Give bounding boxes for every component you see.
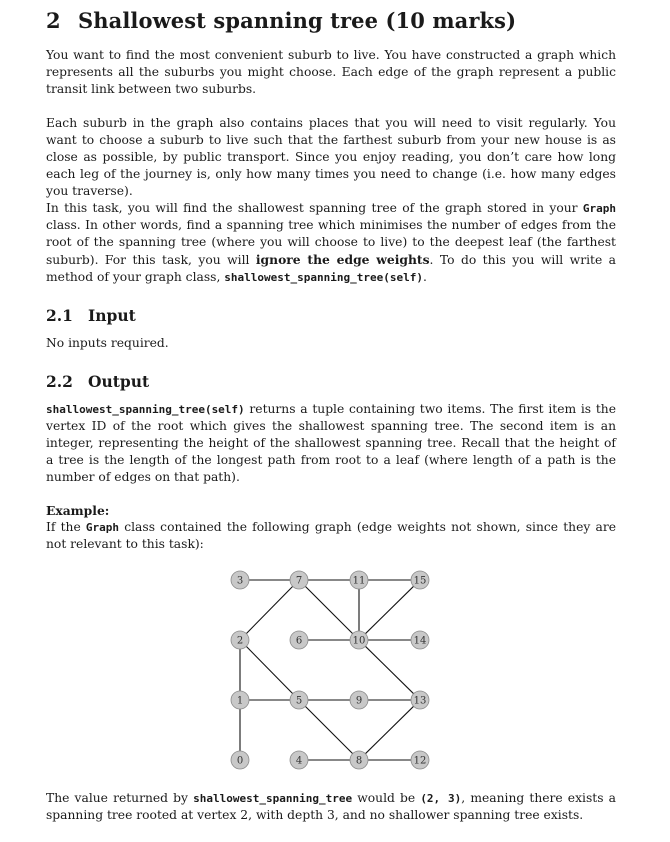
graph-node-label: 15 [413, 575, 427, 587]
graph-node-2 [231, 631, 249, 649]
graph-edge-15-10 [365, 586, 413, 633]
output-code: shallowest_spanning_tree(self) [46, 403, 245, 416]
p3-text-d: . [422, 270, 427, 284]
graph-node-5 [290, 691, 308, 709]
graph-edge-2-5 [246, 646, 292, 693]
intro-paragraph-2: Each suburb in the graph also contains places that you will need to visit regularly. You want to choose a suburb to live such that the farthest suburb from your new house is as close as possible, by public transport. Since you enjoy reading, you don’t care how long each leg of the journey is, only how many times you need to change (i.e. how many edges you traverse). [46, 116, 616, 198]
p3-code-graph: Graph [582, 202, 616, 215]
graph-node-9 [350, 691, 368, 709]
input-heading [46, 306, 136, 325]
p3-text-b: class. In other words, find a spanning tree which minimises the number of edges from the root of the spanning tree (where you will choose to live) to the deepest leaf (the farthest suburb). For this task, you will [46, 218, 616, 267]
output-text: returns a tuple containing two items. The first item is the vertex ID of the root which gives the shallowest spanning tree. The second item is an integer, representing the height of the shallowest spanning tree. Recall that the height of a tree is the length of the longest path from root to a leaf (where length of a path is the number of edges on that path). [46, 402, 616, 484]
graph-node-0 [231, 751, 249, 769]
graph-node-label: 1 [236, 695, 244, 707]
graph-node-label: 6 [295, 635, 303, 647]
graph-node-12 [411, 751, 429, 769]
graph-edge-8-13 [365, 706, 413, 753]
intro-paragraph-1: You want to find the most convenient suburb to live. You have constructed a graph which represents all the suburbs you might choose. Each edge of the graph represent a public transit link between two suburbs. [46, 48, 616, 96]
intro-paragraph-3 [46, 200, 616, 286]
section-number: 2 [46, 8, 61, 33]
conclusion-text-c: , meaning there exists a spanning tree rooted at vertex 2, with depth 3, and no shallower spanning tree exists. [46, 791, 616, 822]
graph-node-1 [231, 691, 249, 709]
input-number: 2.1 [46, 306, 73, 325]
conclusion-code-method: shallowest_spanning_tree [193, 792, 353, 805]
example-text-b: class contained the following graph (edge weights not shown, since they are not relevant to this task): [46, 520, 616, 551]
p3-bold-ignore: ignore the edge weights [255, 252, 430, 267]
input-text: No inputs required. [46, 336, 169, 350]
graph-node-label: 3 [236, 575, 244, 587]
output-number: 2.2 [46, 372, 73, 391]
graph-edge-7-2 [246, 586, 292, 633]
graph-edge-5-8 [305, 706, 352, 753]
graph-node-label: 9 [355, 695, 363, 707]
output-title: Output [88, 372, 150, 391]
graph-node-label: 0 [236, 755, 244, 767]
example-code-graph: Graph [85, 521, 120, 534]
graph-node-label: 7 [295, 575, 303, 587]
graph-node-13 [411, 691, 429, 709]
graph-node-label: 4 [295, 755, 303, 767]
graph-node-label: 2 [236, 635, 244, 647]
graph-edge-10-13 [365, 646, 413, 693]
graph-node-label: 14 [413, 635, 427, 647]
conclusion-text-b: would be [352, 791, 421, 805]
example-text-a: If the [46, 520, 86, 534]
graph-node-label: 5 [295, 695, 303, 707]
conclusion-paragraph [46, 790, 616, 824]
graph-node-11 [350, 571, 368, 589]
graph-node-7 [290, 571, 308, 589]
conclusion-text-a: The value returned by [46, 791, 194, 805]
p3-text-a: In this task, you will find the shallowest spanning tree of the graph stored in your [46, 201, 583, 215]
graph-node-4 [290, 751, 308, 769]
graph-node-3 [231, 571, 249, 589]
p3-code-method: shallowest_spanning_tree(self) [224, 271, 423, 284]
graph-node-label: 10 [352, 635, 366, 647]
graph-figure [224, 566, 446, 778]
example-text [46, 519, 616, 553]
p3-text-c: . To do this you will write a method of your graph class, [46, 253, 616, 284]
graph-edges [240, 580, 414, 760]
output-heading [46, 372, 149, 391]
graph-node-10 [350, 631, 368, 649]
graph-node-6 [290, 631, 308, 649]
graph-edge-7-10 [305, 586, 352, 633]
graph-node-8 [350, 751, 368, 769]
graph-node-label: 11 [352, 575, 366, 587]
example-heading: Example: [46, 503, 110, 518]
conclusion-code-result: (2, 3) [420, 792, 462, 805]
section-title-text: Shallowest spanning tree (10 marks) [78, 8, 517, 33]
graph-node-label: 12 [413, 755, 427, 767]
input-title: Input [88, 306, 136, 325]
graph-node-15 [411, 571, 429, 589]
graph-node-label: 13 [413, 695, 427, 707]
graph-node-label: 8 [355, 755, 363, 767]
section-title [46, 8, 516, 33]
graph-node-14 [411, 631, 429, 649]
output-paragraph [46, 401, 616, 486]
